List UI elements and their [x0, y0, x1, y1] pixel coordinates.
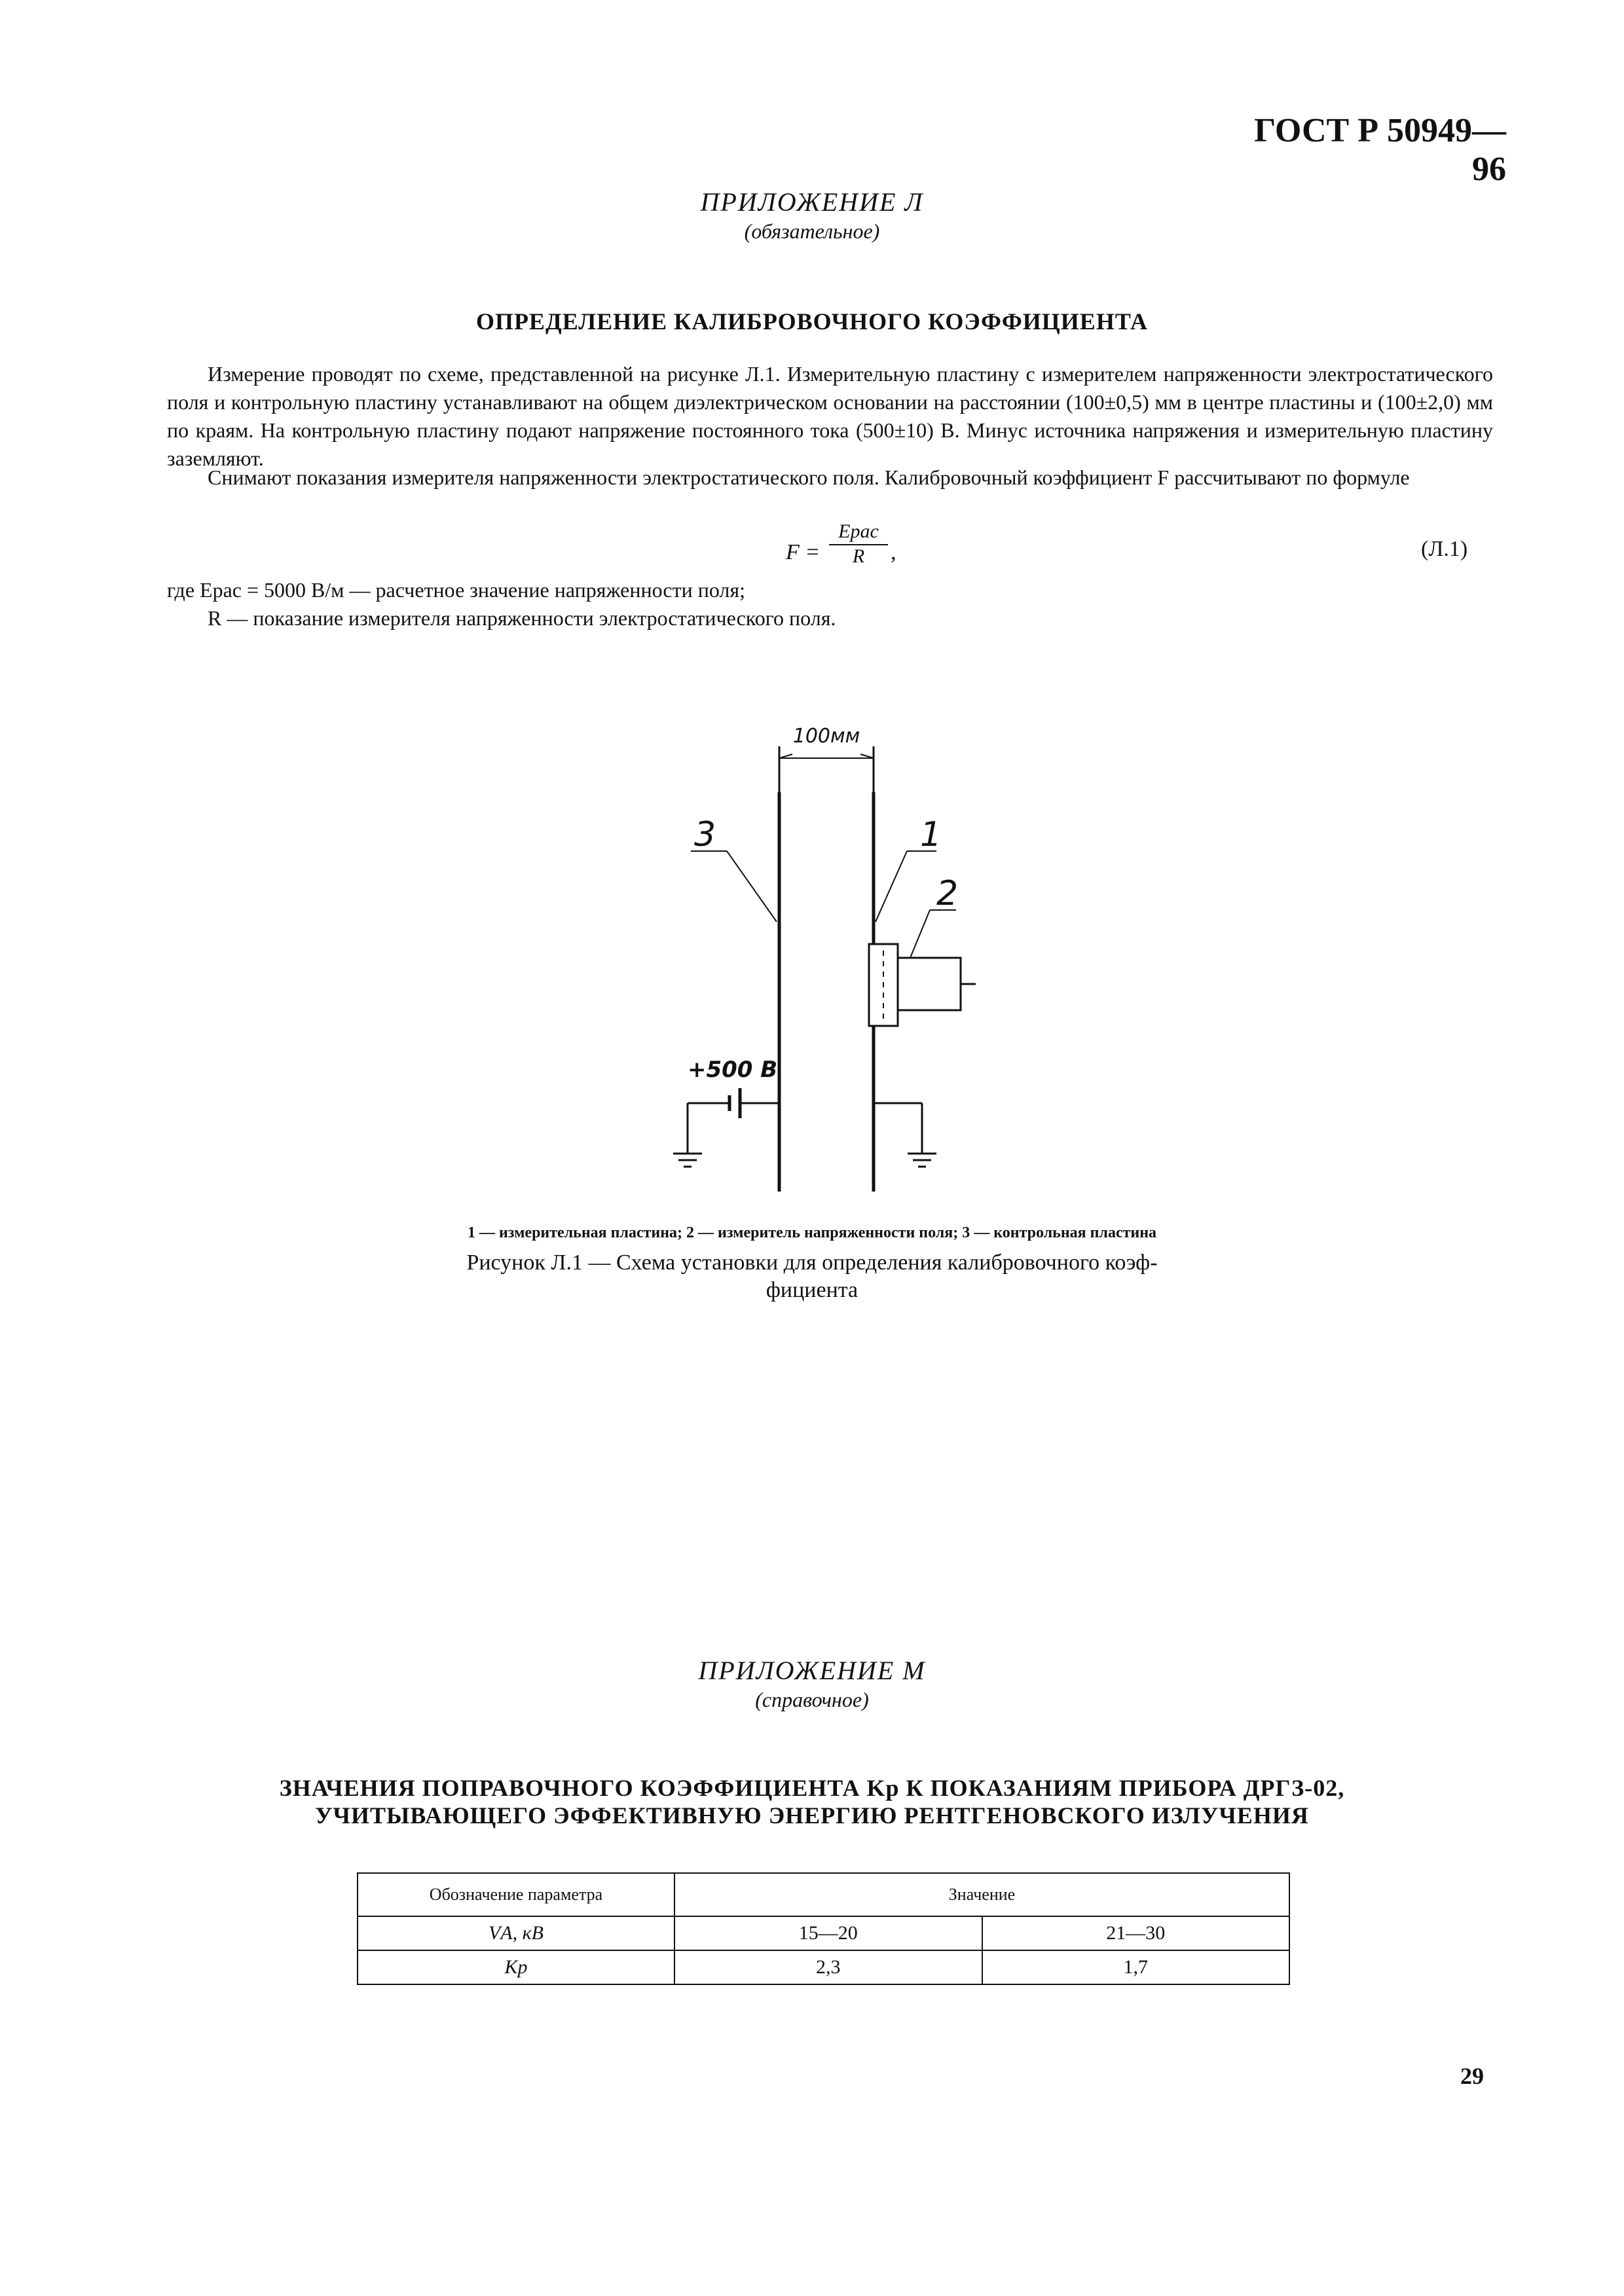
table-header-row — [358, 1873, 1289, 1916]
table-cell-value: 2,3 — [674, 1950, 982, 1984]
where-line-2: R — показание измерителя напряженности электростатического поля. — [208, 606, 836, 630]
callout-3-leader — [727, 851, 777, 922]
formula-numerator: Eрас — [829, 520, 888, 545]
formula-lhs: F = — [786, 540, 821, 564]
table-cell-value: 15—20 — [674, 1916, 982, 1950]
annex-m-title: ПРИЛОЖЕНИЕ М — [698, 1656, 926, 1685]
annex-l-paragraph-1: Измерение проводят по схеме, представленной на рисунке Л.1. Измерительную пластину с измерителем напряженности электростатического поля и контрольную пластину устанавливают на общем диэлектрическом основании на расстоянии (100±0,5) мм в центре пластины и (100±2,0) мм по краям. На контрольную пластину подают напряжение постоянного тока (500±10) В. Минус источника напряжения и измерительную пластину заземляют. — [167, 362, 1493, 470]
callout-2-leader — [910, 910, 930, 958]
annex-m-heading-line-1: ЗНАЧЕНИЯ ПОПРАВОЧНОГО КОЭФФИЦИЕНТА Kр К ПОКАЗАНИЯМ ПРИБОРА ДРГЗ-02, — [279, 1775, 1345, 1801]
page-number: 29 — [1460, 2063, 1484, 2089]
figure-legend: 1 — измерительная пластина; 2 — измеритель напряженности поля; 3 — контрольная пластина — [467, 1224, 1157, 1241]
correction-factor-table — [357, 1872, 1290, 1985]
table-header-param: Обозначение параметра — [358, 1873, 674, 1916]
calibration-setup-figure — [648, 714, 1015, 1211]
where-line-1: где Eрас = 5000 В/м — расчетное значение напряженности поля; — [167, 578, 745, 602]
formula-denominator: R — [852, 545, 865, 567]
callout-1-leader — [876, 851, 907, 922]
callout-3: 3 — [694, 815, 716, 854]
formula-fraction — [829, 520, 888, 568]
table-cell-param: Kр — [358, 1950, 674, 1984]
document-number: ГОСТ Р 50949—96 — [1254, 112, 1506, 188]
dimension-label: 100мм — [792, 725, 860, 748]
meter-body — [898, 958, 961, 1010]
annex-l-paragraph-2: Снимают показания измерителя напряженности электростатического поля. Калибровочный коэффициент F рассчитывают по формуле — [208, 465, 1410, 489]
callout-1: 1 — [920, 815, 942, 854]
table-header-value: Значение — [674, 1873, 1289, 1916]
callout-2: 2 — [936, 874, 959, 913]
annex-l-subtitle: (обязательное) — [744, 219, 880, 243]
voltage-label: +500 В — [688, 1057, 778, 1083]
formula-comma: , — [891, 540, 896, 564]
table-row — [358, 1916, 1289, 1950]
annex-m-subtitle: (справочное) — [755, 1688, 869, 1711]
annex-l-title: ПРИЛОЖЕНИЕ Л — [700, 187, 924, 217]
equation-label: (Л.1) — [1421, 537, 1468, 561]
annex-l-heading: ОПРЕДЕЛЕНИЕ КАЛИБРОВОЧНОГО КОЭФФИЦИЕНТА — [475, 308, 1149, 335]
table-row — [358, 1950, 1289, 1984]
formula-l1 — [773, 520, 1035, 579]
table-cell-value: 1,7 — [982, 1950, 1290, 1984]
table-cell-value: 21—30 — [982, 1916, 1290, 1950]
figure-caption-line-2: фициента — [766, 1278, 858, 1302]
figure-caption-line-1: Рисунок Л.1 — Схема установки для определения калибровочного коэф- — [466, 1250, 1158, 1275]
table-cell-param: VА, кВ — [358, 1916, 674, 1950]
annex-m-heading-line-2: УЧИТЫВАЮЩЕГО ЭФФЕКТИВНУЮ ЭНЕРГИЮ РЕНТГЕНОВСКОГО ИЗЛУЧЕНИЯ — [315, 1802, 1309, 1829]
